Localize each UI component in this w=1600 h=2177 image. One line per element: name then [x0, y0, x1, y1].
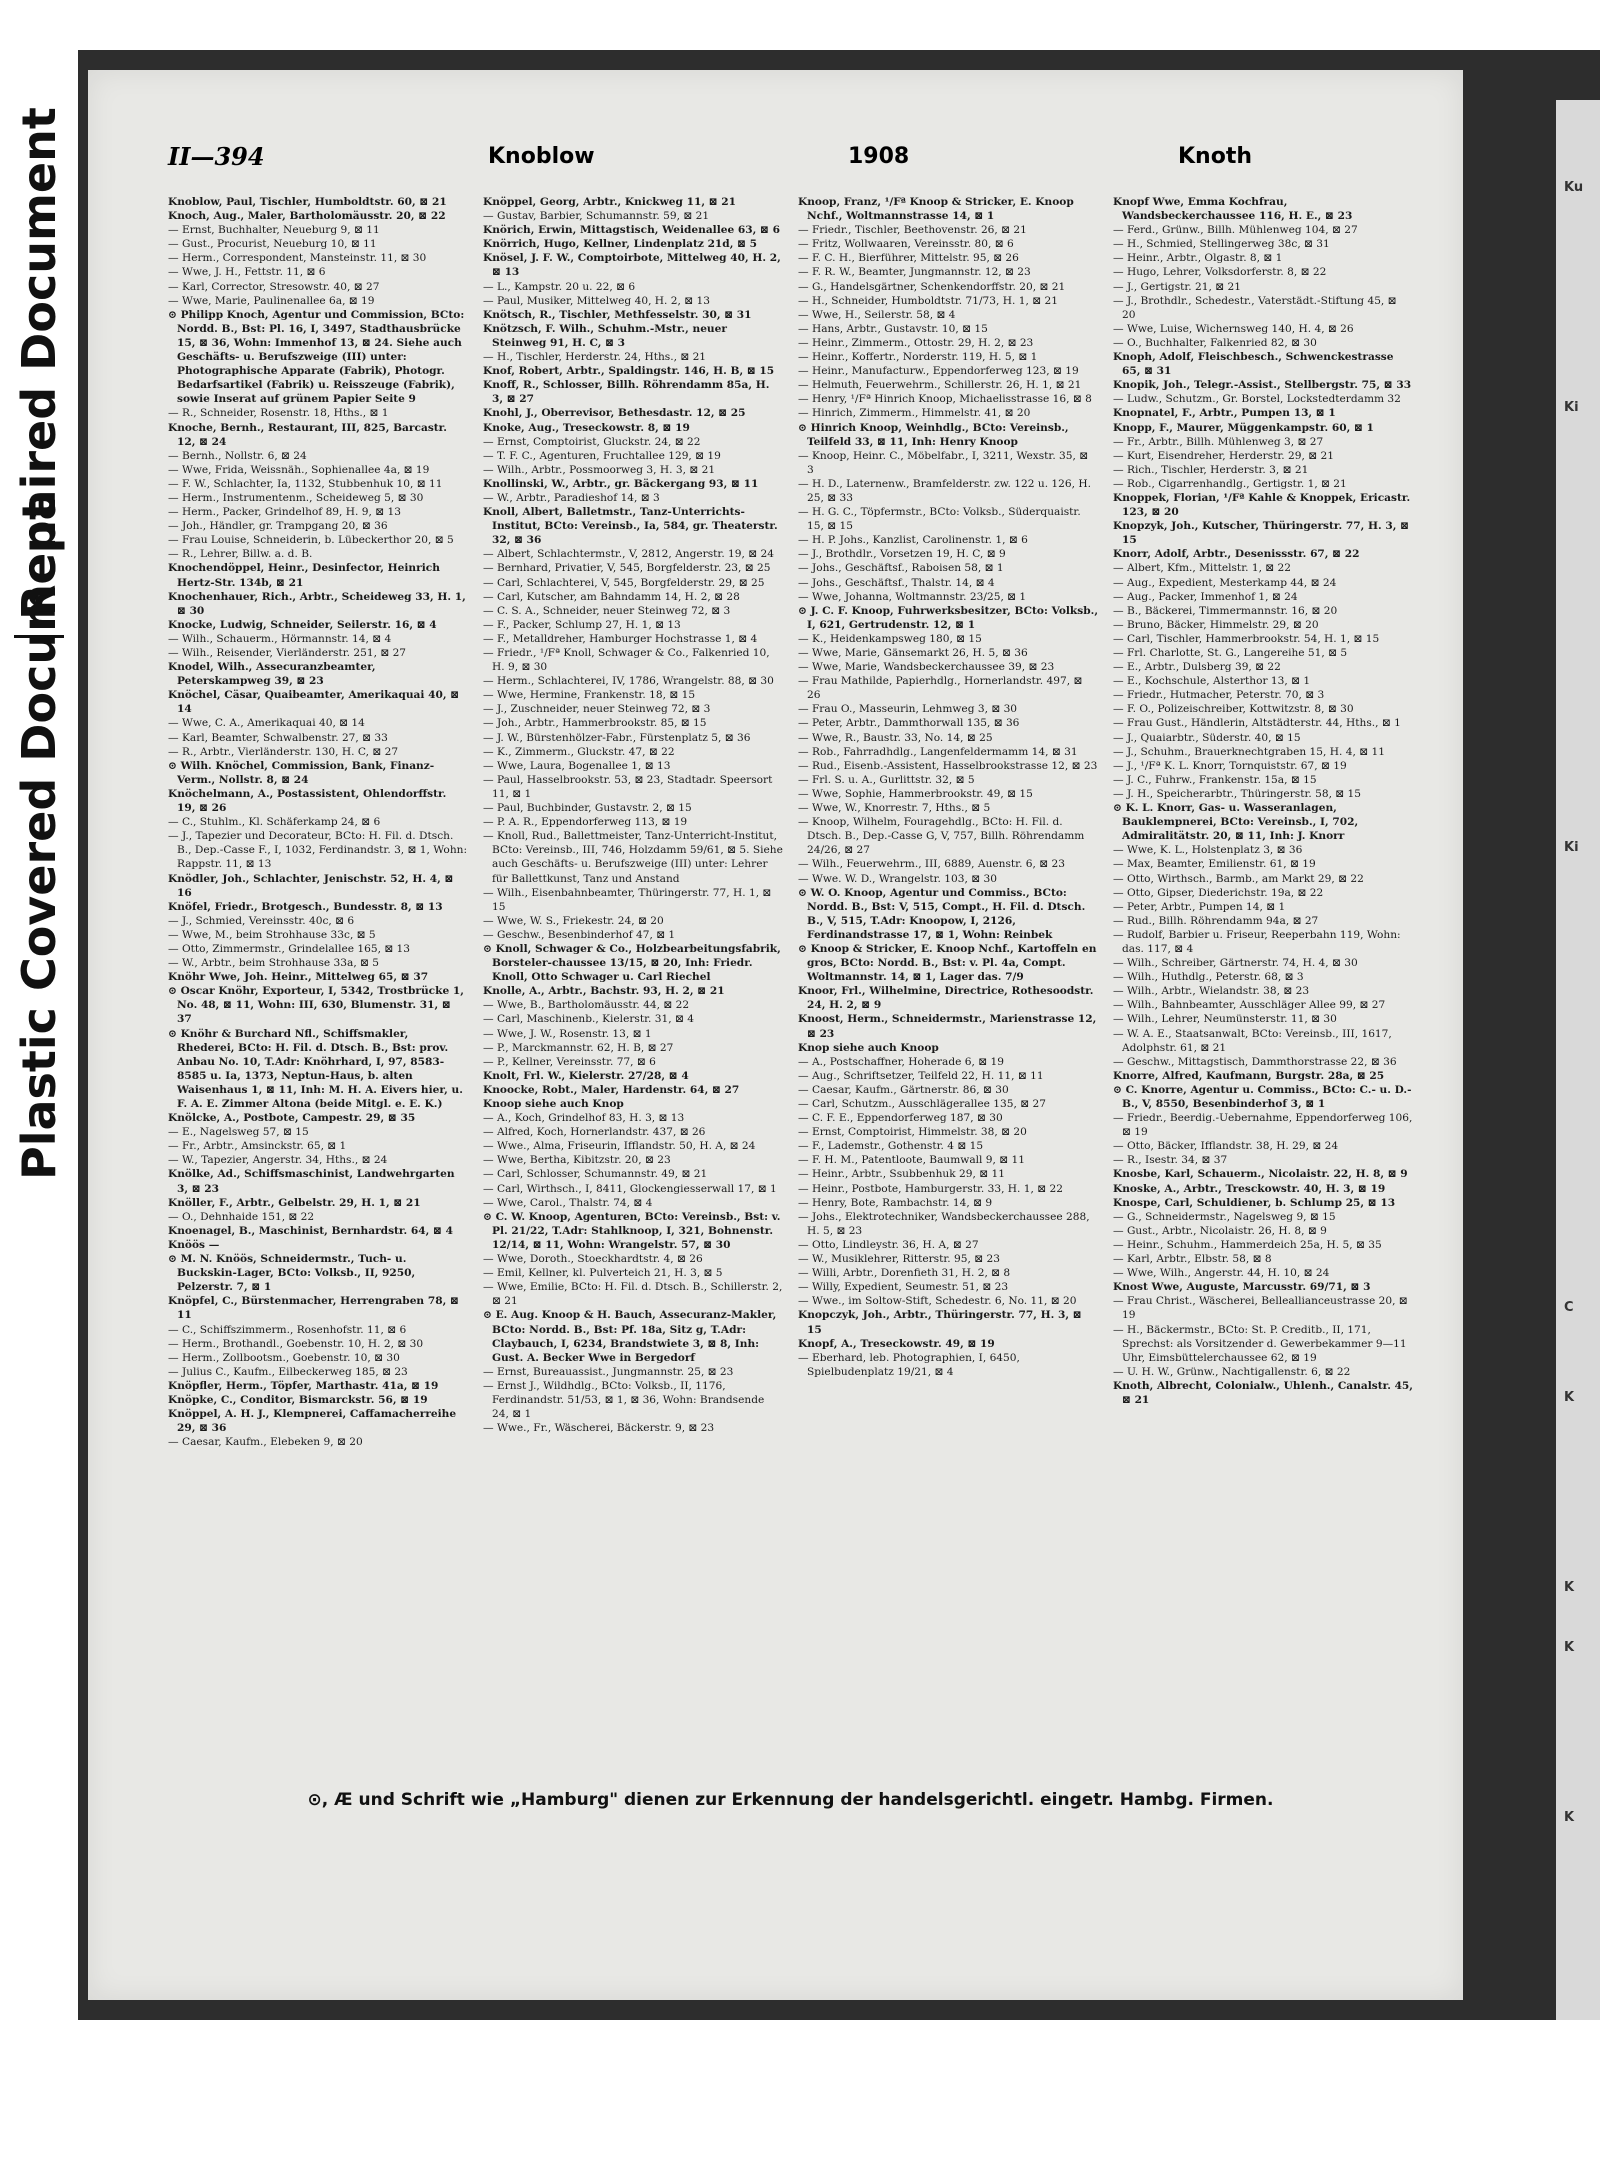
directory-entry: — Ferd., Grünw., Billh. Mühlenweg 104, ⊠ 27	[1113, 224, 1358, 237]
directory-entry: — Paul, Hasselbrookstr. 53, ⊠ 23, Stadtadr. Speersort 11, ⊠ 1	[483, 773, 773, 800]
directory-entry: Knoblow, Paul, Tischler, Humboldtstr. 60, ⊠ 21	[168, 196, 447, 208]
directory-entry: ⊙ M. N. Knöös, Schneidermstr., Tuch- u. Buckskin-Lager, BCto: Volksb., II, 9250, Pelzerstr. 7, ⊠ 1	[168, 1253, 416, 1294]
directory-entry: Knölcke, A., Postbote, Campestr. 29, ⊠ 35	[168, 1112, 416, 1125]
directory-entry: — E., Arbtr., Dulsberg 39, ⊠ 22	[1113, 661, 1281, 674]
directory-entry: — Wilh., Huthdlg., Peterstr. 68, ⊠ 3	[1113, 971, 1304, 984]
adjacent-page-fragment: K	[1564, 1640, 1575, 1655]
directory-entry: — Wwe. W. D., Wrangelstr. 103, ⊠ 30	[798, 872, 997, 885]
directory-entry: — Wwe, Frida, Weissnäh., Sophienallee 4a, ⊠ 19	[168, 463, 430, 476]
directory-entry: — Wwe., Fr., Wäscherei, Bäckerstr. 9, ⊠ 23	[483, 1422, 715, 1435]
directory-entry: — Wwe, Marie, Wandsbeckerchaussee 39, ⊠ 23	[798, 661, 1055, 674]
directory-entry: — Wwe, Doroth., Stoeckhardtstr. 4, ⊠ 26	[483, 1253, 703, 1266]
directory-entry: — Wilh., Arbtr., Wielandstr. 38, ⊠ 23	[1113, 985, 1310, 998]
directory-entry: ⊙ Knoop & Stricker, E. Knoop Nchf., Kartoffeln en gros, BCto: Nordd. B., Bst: v. Pl. 4a, Compt. Woltmannstr. 14, ⊠ 1, Lager das. 7/9	[798, 942, 1097, 984]
directory-entry: — Albert, Schlachtermstr., V, 2812, Angerstr. 19, ⊠ 24	[483, 548, 774, 561]
directory-entry: Knollinski, W., Arbtr., gr. Bäckergang 93, ⊠ 11	[483, 477, 759, 490]
directory-entry: — C. S. A., Schneider, neuer Steinweg 72, ⊠ 3	[483, 604, 731, 617]
directory-entry: — Otto, Lindleystr. 36, H. A, ⊠ 27	[798, 1238, 979, 1251]
adjacent-page-fragment: Ki	[1564, 400, 1579, 415]
directory-entry: Knoop siehe auch Knop	[483, 1098, 624, 1110]
directory-entry: — Johs., Geschäftsf., Raboisen 58, ⊠ 1	[798, 562, 1004, 575]
directory-entry: Knöchel, Cäsar, Quaibeamter, Amerikaquai 40, ⊠ 14	[168, 689, 460, 716]
directory-entry: Knoost, Herm., Schneidermstr., Marienstrasse 12, ⊠ 23	[798, 1013, 1097, 1040]
directory-entry: Knoth, Albrecht, Colonialw., Uhlenh., Canalstr. 45, ⊠ 21	[1113, 1379, 1413, 1406]
directory-entry: — Hinrich, Zimmerm., Himmelstr. 41, ⊠ 20	[798, 407, 1031, 420]
directory-entry: — J., Gertigstr. 21, ⊠ 21	[1113, 280, 1241, 293]
directory-entry: — R., Arbtr., Vierländerstr. 130, H. C, ⊠ 27	[168, 745, 399, 758]
directory-entry: Knoff, R., Schlosser, Billh. Röhrendamm 85a, H. 3, ⊠ 27	[483, 379, 770, 406]
directory-entry: Knöpfel, C., Bürstenmacher, Herrengraben 78, ⊠ 11	[168, 1295, 459, 1322]
directory-entry: — Friedr., Tischler, Beethovenstr. 26, ⊠ 21	[798, 224, 1027, 237]
directory-entry: — Wwe, W. S., Friekestr. 24, ⊠ 20	[483, 914, 664, 927]
directory-entry: Knost Wwe, Auguste, Marcusstr. 69/71, ⊠ 3	[1113, 1281, 1371, 1294]
directory-entry: ⊙ W. O. Knoop, Agentur und Commiss., BCto: Nordd. B., Bst: V, 515, Compt., H. Fil. d. Dtsch. B., V, 515, T.Adr: Knoopow, I, 2126, Ferdinandstrasse 17, ⊠ 1, Wohn: Reinbek	[798, 886, 1086, 941]
directory-entry: — Otto, Bäcker, Ifflandstr. 38, H. 29, ⊠ 24	[1113, 1140, 1339, 1153]
directory-entry: — J. C., Fuhrw., Frankenstr. 15a, ⊠ 15	[1113, 773, 1317, 786]
directory-entry: — G., Handelsgärtner, Schenkendorffstr. 20, ⊠ 21	[798, 280, 1066, 293]
adjacent-page-edge	[1556, 100, 1600, 2090]
directory-entry: Knochenhauer, Rich., Arbtr., Scheideweg 33, H. 1, ⊠ 30	[168, 590, 466, 617]
directory-entry: Knoll, Albert, Balletmstr., Tanz-Unterrichts-Institut, BCto: Vereinsb., Ia, 584, gr. Theaterstr. 32, ⊠ 36	[483, 506, 778, 547]
directory-column-2	[483, 195, 783, 1775]
adjacent-page-fragment: C	[1564, 1300, 1574, 1315]
directory-entry: — Wilh., Bahnbeamter, Ausschläger Allee 99, ⊠ 27	[1113, 999, 1386, 1012]
directory-entry: — W., Arbtr., Paradieshof 14, ⊠ 3	[483, 491, 660, 504]
directory-entry: — Fr., Arbtr., Amsinckstr. 65, ⊠ 1	[168, 1140, 347, 1153]
directory-entry: — Wwe, Wilh., Angerstr. 44, H. 10, ⊠ 24	[1113, 1267, 1330, 1280]
directory-entry: — W., Arbtr., beim Strohhause 33a, ⊠ 5	[168, 957, 380, 970]
directory-entry: — B., Bäckerei, Timmermannstr. 16, ⊠ 20	[1113, 604, 1338, 617]
directory-entry: Knospe, Carl, Schuldiener, b. Schlump 25, ⊠ 13	[1113, 1196, 1396, 1209]
directory-entry: — Frau Mathilde, Papierhdlg., Hornerlandstr. 497, ⊠ 26	[798, 675, 1083, 702]
directory-entry: — Hugo, Lehrer, Volksdorferstr. 8, ⊠ 22	[1113, 266, 1327, 279]
directory-entry: — Johs., Geschäftsf., Thalstr. 14, ⊠ 4	[798, 576, 995, 589]
directory-entry: Knöller, F., Arbtr., Gelbelstr. 29, H. 1, ⊠ 21	[168, 1196, 421, 1209]
page-number: II—394	[168, 142, 265, 171]
directory-entry: — Paul, Musiker, Mittelweg 40, H. 2, ⊠ 13	[483, 294, 710, 307]
directory-entry: Knoppek, Florian, ¹/Fª Kahle & Knoppek, Ericastr. 123, ⊠ 20	[1113, 491, 1411, 519]
directory-entry: — J., Zuschneider, neuer Steinweg 72, ⊠ 3	[483, 703, 711, 716]
directory-entry: — Herm., Zollbootsm., Goebenstr. 10, ⊠ 30	[168, 1351, 400, 1364]
scan-bottom-margin	[0, 2020, 1600, 2177]
directory-entry: — Helmuth, Feuerwehrm., Schillerstr. 26, H. 1, ⊠ 21	[798, 379, 1082, 392]
directory-entry: ⊙ Knoll, Schwager & Co., Holzbearbeitungsfabrik, Borsteler-chaussee 13/15, ⊠ 20, Inh: Friedr. Knoll, Otto Schwager u. Carl Riechel	[483, 942, 781, 984]
directory-entry: — Rob., Cigarrenhandlg., Gertigstr. 1, ⊠ 21	[1113, 477, 1347, 490]
directory-entry: Knopf Wwe, Emma Kochfrau, Wandsbeckerchaussee 116, H. E., ⊠ 23	[1113, 196, 1353, 223]
directory-entry: — Gust., Procurist, Neueburg 10, ⊠ 11	[168, 238, 377, 251]
directory-entry: — J., Tapezier und Decorateur, BCto: H. Fil. d. Dtsch. B., Dep.-Casse F., I, 1032, Ferdinandstr. 3, ⊠ 1, Wohn: Rappstr. 11, ⊠ 13	[168, 830, 468, 871]
directory-entry: — Wwe, R., Baustr. 33, No. 14, ⊠ 25	[798, 731, 993, 744]
directory-entry: — L., Kampstr. 20 u. 22, ⊠ 6	[483, 280, 636, 293]
directory-entry: ⊙ Oscar Knöhr, Exporteur, I, 5342, Trostbrücke 1, No. 48, ⊠ 11, Wohn: III, 630, Blumenstr. 31, ⊠ 37	[168, 985, 464, 1026]
directory-entry: — Herm., Correspondent, Mansteinstr. 11, ⊠ 30	[168, 252, 427, 265]
directory-entry: — Fr., Arbtr., Billh. Mühlenweg 3, ⊠ 27	[1113, 435, 1324, 448]
directory-entry: — F. O., Polizeischreiber, Kottwitzstr. 8, ⊠ 30	[1113, 703, 1354, 716]
directory-entry: Knorr, Adolf, Arbtr., Desenissstr. 67, ⊠ 22	[1113, 548, 1360, 561]
directory-entry: — Alfred, Koch, Hornerlandstr. 437, ⊠ 26	[483, 1126, 706, 1139]
directory-entry: — R., Isestr. 34, ⊠ 37	[1113, 1154, 1228, 1167]
directory-entry: — Heinr., Zimmerm., Ottostr. 29, H. 2, ⊠ 23	[798, 336, 1034, 349]
directory-entry: — C. F. E., Eppendorferweg 187, ⊠ 30	[798, 1112, 1003, 1125]
directory-entry: — F. R. W., Beamter, Jungmannstr. 12, ⊠ 23	[798, 266, 1031, 279]
directory-entry: — J., Schuhm., Brauerknechtgraben 15, H. 4, ⊠ 11	[1113, 745, 1385, 758]
directory-entry: — K., Heidenkampsweg 180, ⊠ 15	[798, 632, 982, 645]
directory-entry: — Wwe, K. L., Holstenplatz 3, ⊠ 36	[1113, 844, 1303, 857]
directory-entry: — Heinr., Postbote, Hamburgerstr. 33, H. 1, ⊠ 22	[798, 1182, 1063, 1195]
directory-entry: — Wilh., Eisenbahnbeamter, Thüringerstr. 77, H. 1, ⊠ 15	[483, 886, 772, 913]
directory-entry: — Ludw., Schutzm., Gr. Borstel, Lockstedterdamm 32	[1113, 393, 1401, 406]
directory-entry: — Heinr., Koffertr., Norderstr. 119, H. 5, ⊠ 1	[798, 351, 1038, 364]
directory-entry: — R., Lehrer, Billw. a. d. B.	[168, 548, 313, 561]
directory-entry: ⊙ Knöhr & Burchard Nfl., Schiffsmakler, Rhederei, BCto: H. Fil. d. Dtsch. B., Bst: prov. Anbau No. 10, T.Adr: Knöhrhard, I, 97, 8583-8585 u. Ia, 1373, Neptun-Haus, b. alten Waisenhaus 1, ⊠ 11, Inh: M. H. A. Eivers hier, u. F. A. E. Zimmer Altona (beide Mitgl. e. E. K.)	[168, 1027, 463, 1110]
directory-column-1	[168, 195, 468, 1775]
directory-entry: — P., Kellner, Vereinsstr. 77, ⊠ 6	[483, 1055, 656, 1068]
directory-entry: — J., Brothdlr., Schedestr., Vaterstädt.-Stiftung 45, ⊠ 20	[1113, 294, 1397, 321]
directory-entry: Knöfel, Friedr., Brotgesch., Bundesstr. 8, ⊠ 13	[168, 900, 443, 913]
directory-entry: — Rich., Tischler, Herderstr. 3, ⊠ 21	[1113, 463, 1309, 476]
directory-entry: — E., Kochschule, Alsterthor 13, ⊠ 1	[1113, 675, 1311, 688]
directory-entry: Knörich, Erwin, Mittagstisch, Weidenallee 63, ⊠ 6	[483, 224, 780, 237]
directory-entry: — Wwe, B., Bartholomäusstr. 44, ⊠ 22	[483, 999, 690, 1012]
directory-entry: — Eberhard, leb. Photographien, I, 6450, Spielbudenplatz 19/21, ⊠ 4	[798, 1351, 1020, 1378]
directory-entry: Knöppel, Georg, Arbtr., Knickweg 11, ⊠ 21	[483, 196, 737, 208]
directory-entry: — O., Dehnhaide 151, ⊠ 22	[168, 1210, 315, 1223]
directory-entry: — Wilh., Arbtr., Possmoorweg 3, H. 3, ⊠ 21	[483, 463, 716, 476]
directory-entry: — Bruno, Bäcker, Himmelstr. 29, ⊠ 20	[1113, 618, 1319, 631]
directory-entry: — Julius C., Kaufm., Eilbeckerweg 185, ⊠ 23	[168, 1365, 408, 1378]
scanned-page	[78, 50, 1600, 2077]
directory-entry: — Knoop, Wilhelm, Fouragehdlg., BCto: H. Fil. d. Dtsch. B., Dep.-Casse G, V, 757, Billh. Röhrendamm 24/26, ⊠ 27	[798, 816, 1085, 857]
directory-entry: ⊙ C. Knorre, Agentur u. Commiss., BCto: C.- u. D.-B., V, 8550, Besenbinderhof 3, ⊠ 1	[1113, 1083, 1412, 1110]
directory-entry: — Herm., Brothandl., Goebenstr. 10, H. 2, ⊠ 30	[168, 1337, 424, 1350]
directory-entry: ⊙ C. W. Knoop, Agenturen, BCto: Vereinsb., Bst: v. Pl. 21/22, T.Adr: Stahlknoop, I, 321, Bohnenstr. 12/14, ⊠ 11, Wohn: Wrangelstr. 57, ⊠ 30	[483, 1210, 781, 1251]
directory-entry: — Ernst J., Wildhdlg., BCto: Volksb., II, 1176, Ferdinandstr. 51/53, ⊠ 1, ⊠ 36, Wohn: Brandsende 24, ⊠ 1	[483, 1379, 765, 1421]
directory-entry: — Caesar, Kaufm., Gärtnerstr. 86, ⊠ 30	[798, 1083, 1009, 1096]
directory-entry: — K., Zimmerm., Gluckstr. 47, ⊠ 22	[483, 745, 675, 758]
directory-entry: — H., Bäckermstr., BCto: St. P. Creditb., II, 171, Sprechst: als Vorsitzender d. Gewerbekammer 9—11 Uhr, Eimsbüttelerchaussee 62, ⊠ 19	[1113, 1323, 1407, 1364]
directory-entry: — Rob., Fahrradhdlg., Langenfeldermamm 14, ⊠ 31	[798, 745, 1078, 758]
directory-entry: — Otto, Zimmermstr., Grindelallee 165, ⊠ 13	[168, 942, 411, 955]
directory-entry: — Willi, Arbtr., Dorenfieth 31, H. 2, ⊠ 8	[798, 1267, 1011, 1280]
directory-entry: — Frau Louise, Schneiderin, b. Lübeckerthor 20, ⊠ 5	[168, 534, 454, 547]
directory-entry: — Geschw., Mittagstisch, Dammthorstrasse 22, ⊠ 36	[1113, 1055, 1397, 1068]
directory-entry: Knoop, Franz, ¹/Fª Knoop & Stricker, E. Knoop Nchf., Woltmannstrasse 14, ⊠ 1	[798, 196, 1074, 223]
directory-entry: — Frau O., Masseurin, Lehmweg 3, ⊠ 30	[798, 703, 1018, 716]
directory-entry: — U. H. W., Grünw., Nachtigallenstr. 6, ⊠ 22	[1113, 1365, 1351, 1378]
directory-entry: — Emil, Kellner, kl. Pulverteich 21, H. 3, ⊠ 5	[483, 1267, 723, 1280]
directory-entry: — Henry, ¹/Fª Hinrich Knoop, Michaelisstrasse 16, ⊠ 8	[798, 393, 1092, 406]
directory-entry: — J. W., Bürstenhölzer-Fabr., Fürstenplatz 5, ⊠ 36	[483, 731, 751, 744]
repaired-document-label: Repaired Document	[12, 107, 66, 620]
directory-entry: — T. F. C., Agenturen, Fruchtallee 129, ⊠ 19	[483, 449, 721, 462]
directory-entry: — Wwe, J. W., Rosenstr. 13, ⊠ 1	[483, 1027, 652, 1040]
directory-entry: — Willy, Expedient, Seumestr. 51, ⊠ 23	[798, 1281, 1009, 1294]
directory-entry: — Wwe, M., beim Strohhause 33c, ⊠ 5	[168, 928, 376, 941]
directory-entry: — Karl, Corrector, Stresowstr. 40, ⊠ 27	[168, 280, 380, 293]
directory-entry: — H., Schmied, Stellingerweg 38c, ⊠ 31	[1113, 238, 1330, 251]
directory-entry: Knoph, Adolf, Fleischbesch., Schwenckestrasse 65, ⊠ 31	[1113, 351, 1394, 378]
directory-entry: — F., Metalldreher, Hamburger Hochstrasse 1, ⊠ 4	[483, 632, 758, 645]
directory-entry: — Heinr., Arbtr., Olgastr. 8, ⊠ 1	[1113, 252, 1283, 265]
directory-entry: — P. A. R., Eppendorferweg 113, ⊠ 19	[483, 816, 688, 829]
page-header	[168, 142, 1423, 182]
directory-entry: Knopf, A., Treseckowstr. 49, ⊠ 19	[798, 1337, 995, 1350]
directory-entry: — Ernst, Comptoirist, Gluckstr. 24, ⊠ 22	[483, 435, 701, 448]
directory-entry: ⊙ Philipp Knoch, Agentur und Commission, BCto: Nordd. B., Bst: Pl. 16, I, 3497, Stadthausbrücke 15, ⊠ 36, Wohn: Immenhof 13, ⊠ 24. Siehe auch Geschäfts- u. Berufszweige (III) unter: Photographische Apparate (Fabrik), Photogr. Bedarfsartikel (Fabrik) u. Reisszeuge (Fabrik), sowie Inserat auf grünem Papier Seite 9	[168, 308, 465, 406]
directory-entry: — W. A. E., Staatsanwalt, BCto: Vereinsb., III, 1617, Adolphstr. 61, ⊠ 21	[1113, 1027, 1392, 1054]
directory-entry: — Wwe, Luise, Wichernsweg 140, H. 4, ⊠ 26	[1113, 322, 1354, 335]
directory-entry: Knoenagel, B., Maschinist, Bernhardstr. 64, ⊠ 4	[168, 1224, 453, 1237]
directory-entry: — Joh., Händler, gr. Trampgang 20, ⊠ 36	[168, 520, 388, 533]
directory-entry: — Wwe, Sophie, Hammerbrookstr. 49, ⊠ 15	[798, 787, 1033, 800]
directory-entry: — H. D., Laternenw., Bramfelderstr. zw. 122 u. 126, H. 25, ⊠ 33	[798, 477, 1091, 504]
plastic-covered-label: Plastic Covered Document	[12, 498, 66, 1180]
directory-entry: — Wwe, Marie, Paulinenallee 6a, ⊠ 19	[168, 294, 375, 307]
directory-entry: ⊙ K. L. Knorr, Gas- u. Wasseranlagen, Bauklempnerei, BCto: Vereinsb., I, 702, Admiralitätstr. 20, ⊠ 11, Inh: J. Knorr	[1113, 802, 1359, 843]
directory-entry: — Wilh., Schauerm., Hörmannstr. 14, ⊠ 4	[168, 632, 392, 645]
directory-entry: — Wwe, Johanna, Woltmannstr. 23/25, ⊠ 1	[798, 590, 1027, 603]
directory-entry: — Otto, Wirthsch., Barmb., am Markt 29, ⊠ 22	[1113, 872, 1364, 885]
directory-entry: — Karl, Beamter, Schwalbenstr. 27, ⊠ 33	[168, 731, 388, 744]
directory-entry: Knöppel, A. H. J., Klempnerei, Caffamacherreihe 29, ⊠ 36	[168, 1408, 457, 1435]
directory-entry: — W., Tapezier, Angerstr. 34, Hths., ⊠ 24	[168, 1154, 388, 1167]
directory-entry: — Max, Beamter, Emilienstr. 61, ⊠ 19	[1113, 858, 1316, 871]
directory-entry: — Frl. S. u. A., Gurlittstr. 32, ⊠ 5	[798, 773, 975, 786]
directory-entry: — Frl. Charlotte, St. G., Langereihe 51, ⊠ 5	[1113, 647, 1348, 659]
directory-entry: — Carl, Maschinenb., Kielerstr. 31, ⊠ 4	[483, 1013, 694, 1026]
directory-entry: — R., Schneider, Rosenstr. 18, Hths., ⊠ 1	[168, 407, 389, 420]
directory-entry: — Hans, Arbtr., Gustavstr. 10, ⊠ 15	[798, 322, 988, 335]
directory-entry: Knödler, Joh., Schlachter, Jenischstr. 52, H. 4, ⊠ 16	[168, 872, 454, 899]
directory-entry: — Herm., Instrumentenm., Scheideweg 5, ⊠ 30	[168, 491, 424, 504]
directory-entry: — Bernh., Nollstr. 6, ⊠ 24	[168, 449, 307, 462]
directory-entry: Knoke, Aug., Treseckowstr. 8, ⊠ 19	[483, 421, 690, 434]
directory-entry: — Wilh., Reisender, Vierländerstr. 251, ⊠ 27	[168, 647, 407, 659]
directory-entry: — Aug., Expedient, Mesterkamp 44, ⊠ 24	[1113, 576, 1337, 589]
directory-page	[88, 70, 1463, 2000]
adjacent-page-fragment: Ku	[1564, 180, 1584, 195]
directory-entry: Knöös —	[168, 1238, 220, 1251]
directory-entry: — Friedr., Hutmacher, Peterstr. 70, ⊠ 3	[1113, 689, 1325, 702]
directory-entry: — Gustav, Barbier, Schumannstr. 59, ⊠ 21	[483, 210, 710, 223]
directory-entry: — Caesar, Kaufm., Elebeken 9, ⊠ 20	[168, 1436, 363, 1449]
directory-entry: — Rud., Eisenb.-Assistent, Hasselbrookstrasse 12, ⊠ 23	[798, 759, 1098, 772]
directory-entry: — Carl, Schutzm., Ausschlägerallee 135, ⊠ 27	[798, 1098, 1046, 1110]
directory-entry: — J. H., Speicherarbtr., Thüringerstr. 58, ⊠ 15	[1113, 787, 1362, 800]
directory-entry: — Carl, Wirthsch., I, 8411, Glockengiesserwall 17, ⊠ 1	[483, 1182, 777, 1195]
directory-entry: ⊙ J. C. F. Knoop, Fuhrwerksbesitzer, BCto: Volksb., I, 621, Gertrudenstr. 12, ⊠ 1	[798, 604, 1098, 631]
directory-entry: — H., Tischler, Herderstr. 24, Hths., ⊠ 21	[483, 351, 707, 364]
directory-column-3	[798, 195, 1098, 1775]
directory-entry: Knopnatel, F., Arbtr., Pumpen 13, ⊠ 1	[1113, 407, 1336, 420]
directory-entry: — Wwe, C. A., Amerikaquai 40, ⊠ 14	[168, 717, 365, 730]
directory-entry: — Carl, Kutscher, am Bahndamm 14, H. 2, ⊠ 28	[483, 590, 740, 603]
directory-column-4	[1113, 195, 1413, 1775]
directory-entry: — E., Nagelsweg 57, ⊠ 15	[168, 1126, 309, 1139]
directory-entry: — Wilh., Feuerwehrm., III, 6889, Auenstr. 6, ⊠ 23	[798, 858, 1066, 871]
directory-entry: — Wwe, Marie, Gänsemarkt 26, H. 5, ⊠ 36	[798, 647, 1028, 659]
directory-entry: — Rud., Billh. Röhrendamm 94a, ⊠ 27	[1113, 914, 1319, 927]
directory-entry: — J., Schmied, Vereinsstr. 40c, ⊠ 6	[168, 914, 355, 927]
directory-entry: — Wwe, W., Knorrestr. 7, Hths., ⊠ 5	[798, 802, 991, 815]
directory-entry: Knöchelmann, A., Postassistent, Ohlendorffstr. 19, ⊠ 26	[168, 787, 447, 815]
directory-entry: — Carl, Tischler, Hammerbrookstr. 54, H. 1, ⊠ 15	[1113, 632, 1380, 645]
directory-entry: — J., Brothdlr., Vorsetzen 19, H. C, ⊠ 9	[798, 548, 1006, 561]
directory-entry: — A., Koch, Grindelhof 83, H. 3, ⊠ 13	[483, 1112, 685, 1125]
directory-entry: — Friedr., ¹/Fª Knoll, Schwager & Co., Falkenried 10, H. 9, ⊠ 30	[483, 647, 770, 674]
directory-entry: Knötzsch, F. Wilh., Schuhm.-Mstr., neuer Steinweg 91, H. C, ⊠ 3	[483, 322, 727, 349]
directory-entry: — C., Stuhlm., Kl. Schäferkamp 24, ⊠ 6	[168, 816, 381, 829]
directory-entry: — Wwe, Carol., Thalstr. 74, ⊠ 4	[483, 1196, 653, 1209]
directory-entry: — Knoll, Rud., Ballettmeister, Tanz-Unterricht-Institut, BCto: Vereinsb., III, 746, Holzdamm 59/61, ⊠ 5. Siehe auch Geschäfts- u. Berufszweige (III) unter: Lehrer für Ballettkunst, Tanz und Anstand	[483, 830, 783, 885]
directory-entry: — Johs., Elektrotechniker, Wandsbeckerchaussee 288, H. 5, ⊠ 23	[798, 1210, 1090, 1237]
directory-entry: — F. W., Schlachter, Ia, 1132, Stubbenhuk 10, ⊠ 11	[168, 477, 443, 490]
header-first-word: Knoblow	[488, 144, 595, 169]
directory-entry: — C., Schiffszimmerm., Rosenhofstr. 11, ⊠ 6	[168, 1323, 407, 1336]
directory-entry: Knöhr Wwe, Joh. Heinr., Mittelweg 65, ⊠ 37	[168, 971, 429, 984]
directory-entry: — Heinr., Schuhm., Hammerdeich 25a, H. 5, ⊠ 35	[1113, 1238, 1382, 1251]
directory-entry: — Knoop, Heinr. C., Möbelfabr., I, 3211, Wexstr. 35, ⊠ 3	[798, 449, 1089, 476]
directory-entry: — F. H. M., Patentloote, Baumwall 9, ⊠ 11	[798, 1154, 1025, 1167]
directory-entry: Knölke, Ad., Schiffsmaschinist, Landwehrgarten 3, ⊠ 23	[168, 1168, 455, 1195]
directory-entry: — H., Schneider, Humboldtstr. 71/73, H. 1, ⊠ 21	[798, 294, 1058, 307]
directory-entry: ⊙ Wilh. Knöchel, Commission, Bank, Finanz-Verm., Nollstr. 8, ⊠ 24	[168, 759, 435, 786]
directory-entry: — Gust., Arbtr., Nicolaistr. 26, H. 8, ⊠ 9	[1113, 1224, 1327, 1237]
directory-entry: — Paul, Buchbinder, Gustavstr. 2, ⊠ 15	[483, 802, 692, 815]
directory-entry: Knöpfler, Herm., Töpfer, Marthastr. 41a, ⊠ 19	[168, 1379, 439, 1392]
directory-columns	[168, 195, 1413, 1775]
directory-entry: — Kurt, Eisendreher, Herderstr. 29, ⊠ 21	[1113, 449, 1334, 462]
directory-entry: — Wwe, Laura, Bogenallee 1, ⊠ 13	[483, 759, 671, 772]
directory-entry: Knopp, F., Maurer, Müggenkampstr. 60, ⊠ 1	[1113, 421, 1374, 434]
directory-entry: Knösel, J. F. W., Comptoirbote, Mittelweg 40, H. 2, ⊠ 13	[483, 252, 781, 279]
directory-entry: — Friedr., Beerdig.-Uebernahme, Eppendorferweg 106, ⊠ 19	[1113, 1112, 1413, 1139]
directory-entry: — Ernst, Comptoirist, Himmelstr. 38, ⊠ 20	[798, 1126, 1027, 1139]
directory-entry: — Ernst, Bureauassist., Jungmannstr. 25, ⊠ 23	[483, 1365, 734, 1378]
directory-entry: — G., Schneidermstr., Nagelsweg 9, ⊠ 15	[1113, 1210, 1336, 1223]
directory-entry: — W., Musiklehrer, Ritterstr. 95, ⊠ 23	[798, 1253, 1000, 1266]
adjacent-page-fragment: K	[1564, 1810, 1575, 1825]
directory-entry: — Peter, Arbtr., Dammthorwall 135, ⊠ 36	[798, 717, 1020, 730]
directory-entry: — Bernhard, Privatier, V, 545, Borgfelderstr. 23, ⊠ 25	[483, 562, 771, 575]
directory-entry: Knötsch, R., Tischler, Methfesselstr. 30, ⊠ 31	[483, 308, 752, 321]
directory-entry: — Wwe, Bertha, Kibitzstr. 20, ⊠ 23	[483, 1154, 671, 1167]
directory-entry: Knosbe, Karl, Schauerm., Nicolaistr. 22, H. 8, ⊠ 9	[1113, 1168, 1408, 1181]
header-year: 1908	[848, 144, 910, 169]
directory-entry: — H. P. Johs., Kanzlist, Carolinenstr. 1, ⊠ 6	[798, 534, 1028, 547]
directory-entry: Knochendöppel, Heinr., Desinfector, Heinrich Hertz-Str. 134b, ⊠ 21	[168, 562, 440, 589]
directory-entry: — A., Postschaffner, Hoherade 6, ⊠ 19	[798, 1055, 1004, 1068]
directory-entry: ⊙ E. Aug. Knoop & H. Bauch, Assecuranz-Makler, BCto: Nordd. B., Bst: Pf. 18a, Sitz g, T.Adr: Claybauch, I, 6234, Brandstwiete 3, ⊠ 8, Inh: Gust. A. Becker Wwe in Bergedorf	[483, 1309, 777, 1364]
directory-entry: — J., ¹/Fª K. L. Knorr, Tornquiststr. 67, ⊠ 19	[1113, 759, 1347, 772]
directory-entry: — Wwe, H., Seilerstr. 58, ⊠ 4	[798, 308, 956, 321]
directory-entry: Knöpke, C., Conditor, Bismarckstr. 56, ⊠ 19	[168, 1393, 428, 1406]
directory-entry: Knoor, Frl., Wilhelmine, Directrice, Rothesoodstr. 24, H. 2, ⊠ 9	[798, 985, 1094, 1012]
directory-entry: — Wwe, J. H., Fettstr. 11, ⊠ 6	[168, 266, 326, 279]
directory-entry: — Wilh., Lehrer, Neumünsterstr. 11, ⊠ 30	[1113, 1013, 1337, 1026]
directory-entry: Knodel, Wilh., Assecuranzbeamter, Peterskampweg 39, ⊠ 23	[168, 661, 376, 688]
directory-entry: Knörrich, Hugo, Kellner, Lindenplatz 21d, ⊠ 5	[483, 238, 758, 251]
directory-entry: — F. C. H., Bierführer, Mittelstr. 95, ⊠ 26	[798, 252, 1019, 265]
directory-entry: — Frau Christ., Wäscherei, Belleallianceustrasse 20, ⊠ 19	[1113, 1295, 1408, 1322]
directory-entry: — F., Lademstr., Gothenstr. 4 ⊠ 15	[798, 1140, 984, 1153]
directory-entry: — Wilh., Schreiber, Gärtnerstr. 74, H. 4, ⊠ 30	[1113, 957, 1358, 970]
adjacent-page-fragment: K	[1564, 1580, 1575, 1595]
directory-entry: Knocke, Ludwig, Schneider, Seilerstr. 16, ⊠ 4	[168, 618, 437, 631]
directory-entry: Knopczyk, Joh., Arbtr., Thüringerstr. 77, H. 3, ⊠ 15	[798, 1309, 1082, 1336]
directory-entry: Knoche, Bernh., Restaurant, III, 825, Barcastr. 12, ⊠ 24	[168, 421, 447, 448]
directory-entry: Knoske, A., Arbtr., Tresckowstr. 40, H. 3, ⊠ 19	[1113, 1182, 1386, 1195]
directory-entry: Knopik, Joh., Telegr.-Assist., Stellbergstr. 75, ⊠ 33	[1113, 379, 1412, 392]
directory-entry: — F., Packer, Schlump 27, H. 1, ⊠ 13	[483, 618, 681, 631]
directory-entry: — O., Buchhalter, Falkenried 82, ⊠ 30	[1113, 336, 1317, 349]
directory-entry: — Joh., Arbtr., Hammerbrookstr. 85, ⊠ 15	[483, 717, 707, 730]
directory-entry: Knoocke, Robt., Maler, Hardenstr. 64, ⊠ 27	[483, 1083, 740, 1096]
directory-entry: — Aug., Schriftsetzer, Teilfeld 22, H. 11, ⊠ 11	[798, 1069, 1044, 1082]
directory-entry: — Geschw., Besenbinderhof 47, ⊠ 1	[483, 928, 676, 941]
directory-entry: — Otto, Gipser, Diederichstr. 19a, ⊠ 22	[1113, 886, 1324, 899]
adjacent-page-fragment: K	[1564, 1390, 1575, 1405]
directory-entry: Knohl, J., Oberrevisor, Bethesdastr. 12, ⊠ 25	[483, 407, 746, 420]
directory-entry: Knoch, Aug., Maler, Bartholomäusstr. 20, ⊠ 22	[168, 210, 446, 223]
directory-entry: — Heinr., Manufacturw., Eppendorferweg 123, ⊠ 19	[798, 365, 1079, 378]
directory-entry: Knof, Robert, Arbtr., Spaldingstr. 146, H. B, ⊠ 15	[483, 365, 775, 378]
header-last-word: Knoth	[1178, 144, 1253, 169]
directory-entry: Knolle, A., Arbtr., Bachstr. 93, H. 2, ⊠ 21	[483, 985, 725, 998]
document-status-label	[0, 100, 78, 1200]
directory-entry: — Wwe, Hermine, Frankenstr. 18, ⊠ 15	[483, 689, 696, 702]
directory-entry: — Herm., Schlachterei, IV, 1786, Wrangelstr. 88, ⊠ 30	[483, 675, 774, 688]
directory-entry: Knopzyk, Joh., Kutscher, Thüringerstr. 77, H. 3, ⊠ 15	[1113, 520, 1410, 547]
directory-entry: — Wwe., Alma, Friseurin, Ifflandstr. 50, H. A, ⊠ 24	[483, 1140, 756, 1153]
directory-entry: — Carl, Schlosser, Schumannstr. 49, ⊠ 21	[483, 1168, 708, 1181]
directory-entry: — Albert, Kfm., Mittelstr. 1, ⊠ 22	[1113, 562, 1292, 575]
directory-entry: — Fritz, Wollwaaren, Vereinsstr. 80, ⊠ 6	[798, 238, 1014, 251]
adjacent-page-fragment: Ki	[1564, 840, 1579, 855]
directory-entry: Knolt, Frl. W., Kielerstr. 27/28, ⊠ 4	[483, 1069, 689, 1082]
directory-entry: — Ernst, Buchhalter, Neueburg 9, ⊠ 11	[168, 224, 380, 237]
directory-entry: ⊙ Hinrich Knoop, Weinhdlg., BCto: Vereinsb., Teilfeld 33, ⊠ 11, Inh: Henry Knoop	[798, 421, 1069, 448]
directory-entry: — Peter, Arbtr., Pumpen 14, ⊠ 1	[1113, 900, 1286, 913]
directory-entry: Knop siehe auch Knoop	[798, 1041, 939, 1054]
directory-entry: — Wwe, Emilie, BCto: H. Fil. d. Dtsch. B., Schillerstr. 2, ⊠ 21	[483, 1281, 783, 1308]
directory-entry: — Rudolf, Barbier u. Friseur, Reeperbahn 119, Wohn: das. 117, ⊠ 4	[1113, 928, 1401, 955]
directory-entry: Knorre, Alfred, Kaufmann, Burgstr. 28a, ⊠ 25	[1113, 1069, 1385, 1082]
directory-entry: — Herm., Packer, Grindelhof 89, H. 9, ⊠ 13	[168, 506, 401, 519]
directory-entry: — Wwe., im Soltow-Stift, Schedestr. 6, No. 11, ⊠ 20	[798, 1295, 1077, 1308]
directory-entry: — Carl, Schlachterei, V, 545, Borgfelderstr. 29, ⊠ 25	[483, 576, 765, 589]
directory-entry: — P., Marckmannstr. 62, H. B, ⊠ 27	[483, 1041, 674, 1054]
directory-entry: — Karl, Arbtr., Elbstr. 58, ⊠ 8	[1113, 1253, 1272, 1266]
directory-entry: — Aug., Packer, Immenhof 1, ⊠ 24	[1113, 590, 1298, 603]
directory-entry: — Henry, Bote, Rambachstr. 14, ⊠ 9	[798, 1196, 993, 1209]
directory-entry: — Heinr., Arbtr., Ssubbenhuk 29, ⊠ 11	[798, 1168, 1005, 1181]
directory-entry: — H. G. C., Töpfermstr., BCto: Volksb., Süderquaistr. 15, ⊠ 15	[798, 506, 1081, 533]
directory-entry: — J., Quaiarbtr., Süderstr. 40, ⊠ 15	[1113, 731, 1301, 744]
directory-entry: — Frau Gust., Händlerin, Altstädterstr. 44, Hths., ⊠ 1	[1113, 717, 1401, 730]
page-footer-note: ⊙, Æ und Schrift wie „Hamburg" dienen zur Erkennung der handelsgerichtl. eingetr. Hambg. Firmen.	[307, 1790, 1274, 1810]
